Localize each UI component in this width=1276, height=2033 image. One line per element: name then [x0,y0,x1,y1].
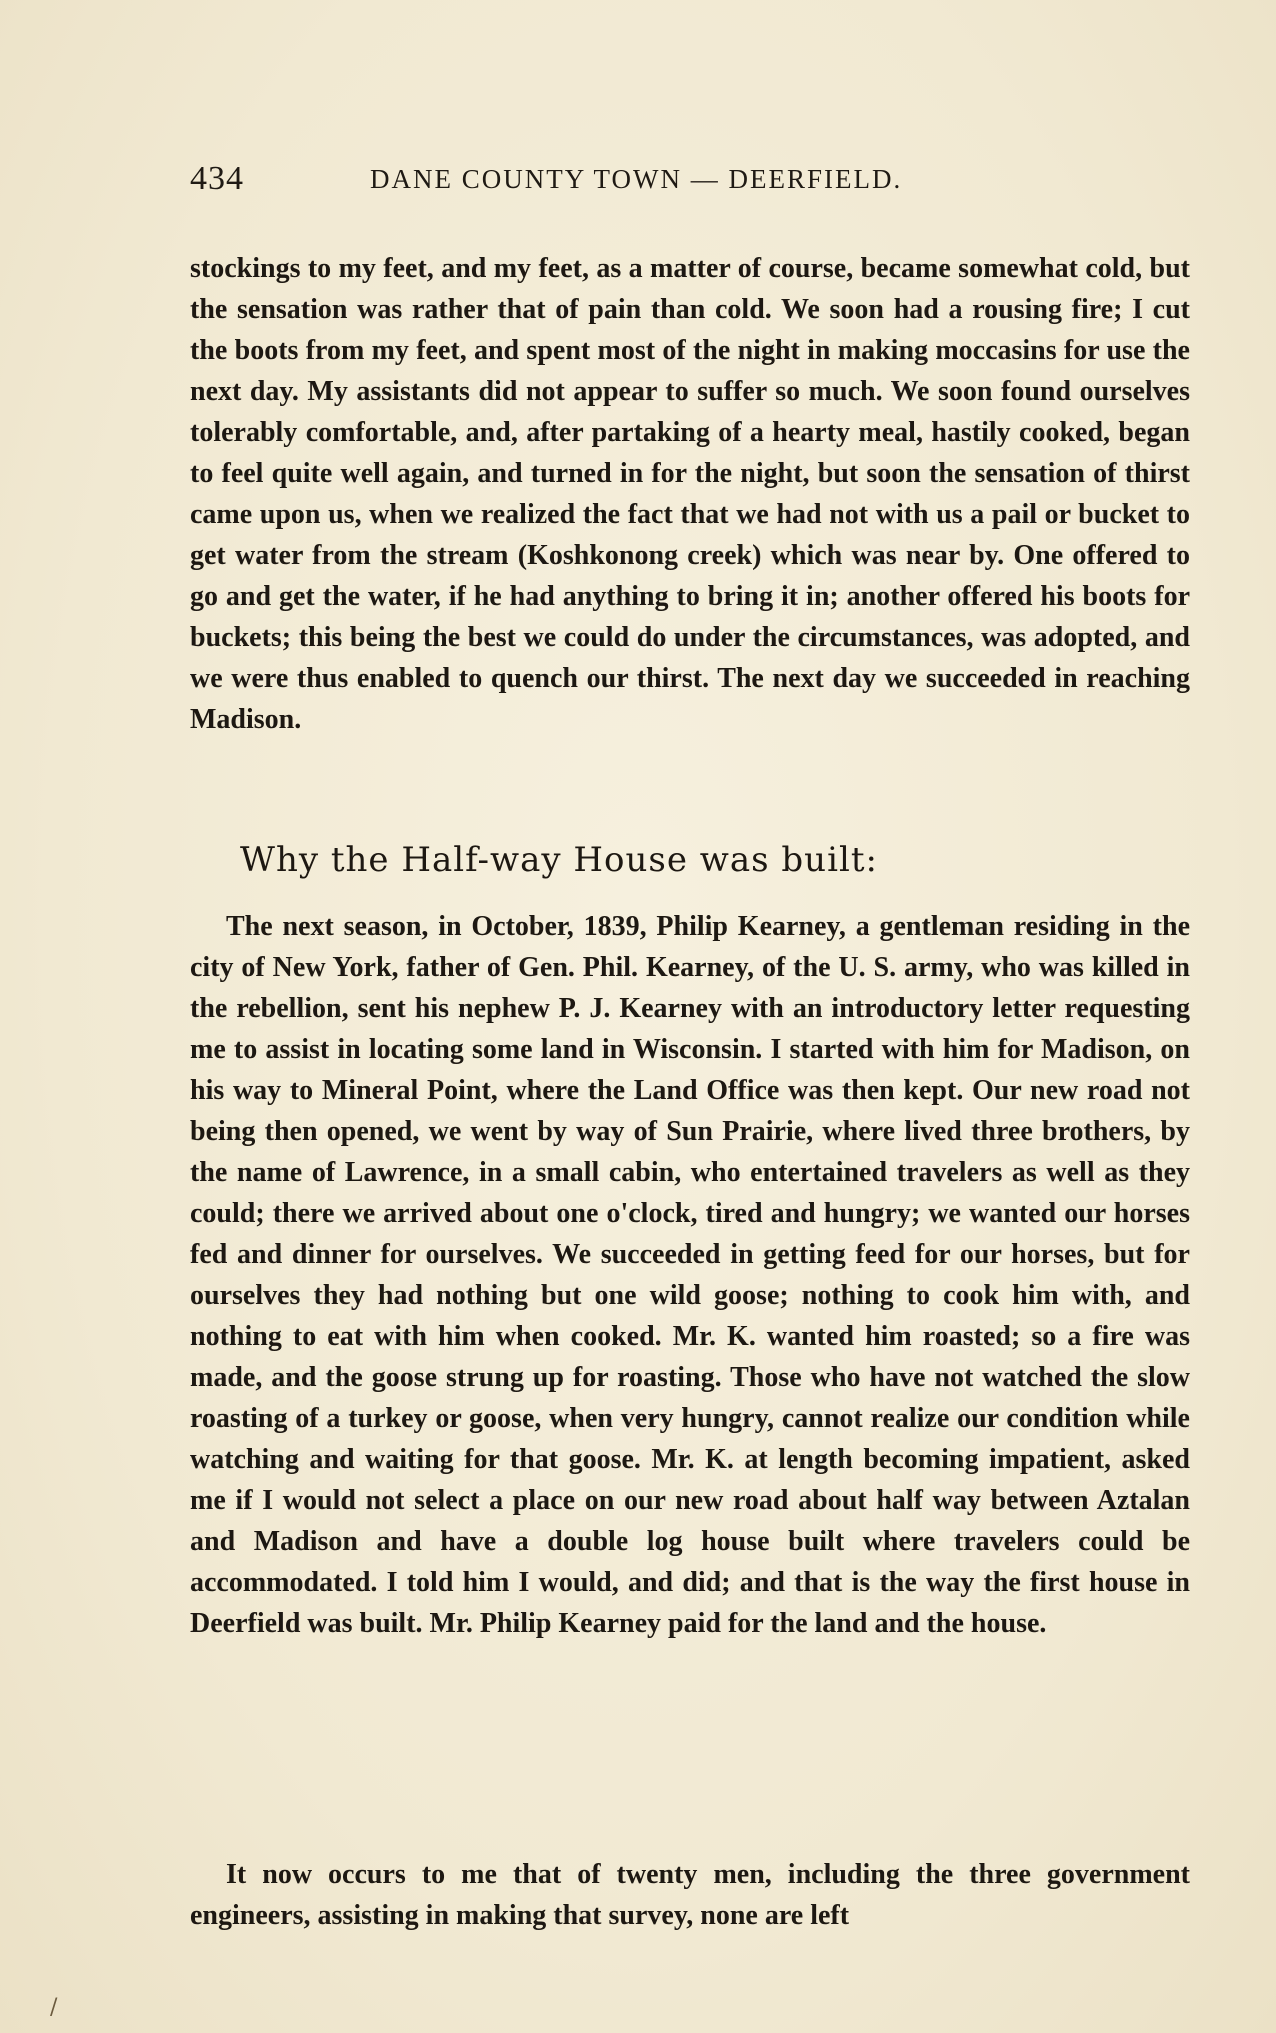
paragraph-half-way-house [190,906,1190,1644]
paragraph-survey [190,1854,1190,1936]
page-blemish-mark: / [50,1995,58,2020]
paragraph-text: It now occurs to me that of twenty men, including the three government engineers, assisting in making that survey, none are left [190,1859,1190,1931]
running-head: DANE COUNTY TOWN — DEERFIELD. [370,164,903,194]
section-heading: Why the Half-way House was built: [240,840,878,880]
paragraph-continued [190,248,1190,740]
page-header [190,160,1190,200]
page-number: 434 [190,160,244,197]
paragraph-text: stockings to my feet, and my feet, as a matter of course, became somewhat cold, but the sensation was rather that of pain than cold. We soon had a rousing fire; I cut the boots from my feet, and spent most of the night in making moccasins for use the next day. My assistants did not appear to suffer so much. We soon found ourselves tolerably comfortable, and, after partaking of a hearty meal, hastily cooked, began to feel quite well again, and turned in for the night, but soon the sensation of thirst came upon us, when we realized the fact that we had not with us a pail or bucket to get water from the stream (Koshkonong creek) which was near by. One offered to go and get the water, if he had anything to bring it in; another offered his boots for buckets; this being the best we could do under the circumstances, was adopted, and we were thus enabled to quench our thirst. The next day we succeeded in reaching Madison. [190,253,1190,735]
paragraph-text: The next season, in October, 1839, Philip Kearney, a gentleman residing in the city of New York, father of Gen. Phil. Kearney, of the U. S. army, who was killed in the rebellion, sent his nephew P. J. Kearney with an introductory letter requesting me to assist in locating some land in Wisconsin. I started with him for Madison, on his way to Mineral Point, where the Land Office was then kept. Our new road not being then opened, we went by way of Sun Prairie, where lived three brothers, by the name of Lawrence, in a small cabin, who entertained travelers as well as they could; there we arrived about one o'clock, tired and hungry; we wanted our horses fed and dinner for ourselves. We succeeded in getting feed for our horses, but for ourselves they had nothing but one wild goose; nothing to cook him with, and nothing to eat with him when cooked. Mr. K. wanted him roasted; so a fire was made, and the goose strung up for roasting. Those who have not watched the slow roasting of a turkey or goose, when very hungry, cannot realize our condition while watching and waiting for that goose. Mr. K. at length becoming impatient, asked me if I would not select a place on our new road about half way between Aztalan and Madison and have a double log house built where travelers could be accommodated. I told him I would, and did; and that is the way the first house in Deerfield was built. Mr. Philip Kearney paid for the land and the house. [190,911,1190,1639]
